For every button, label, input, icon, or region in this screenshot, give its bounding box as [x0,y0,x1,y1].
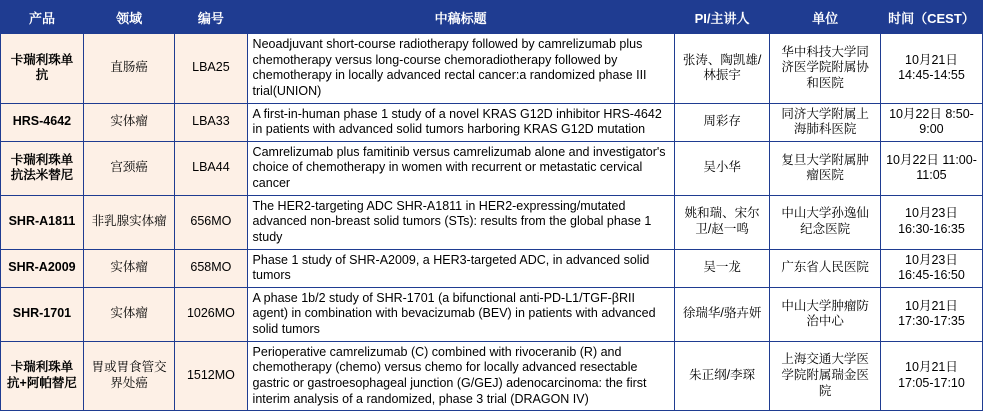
cell-pi: 徐瑞华/骆卉妍 [674,287,770,341]
column-header-org: 单位 [770,1,881,34]
table-row [1,195,983,249]
cell-product: SHR-A1811 [1,195,84,249]
cell-title: A phase 1b/2 study of SHR-1701 (a bifunctional anti-PD-L1/TGF-βRII agent) in combination with bevacizumab (BEV) in patients with advanced solid tumors [247,287,674,341]
cell-time: 10月21日 17:05-17:10 [880,341,982,411]
cell-org: 中山大学孙逸仙纪念医院 [770,195,881,249]
cell-code: 1026MO [175,287,247,341]
cell-field: 实体瘤 [83,249,174,287]
cell-title: The HER2-targeting ADC SHR-A1811 in HER2-expressing/mutated advanced non-breast solid tumors (STs): results from the global phase 1 study [247,195,674,249]
cell-pi: 姚和瑞、宋尔卫/赵一鸣 [674,195,770,249]
cell-code: 656MO [175,195,247,249]
cell-time: 10月23日 16:30-16:35 [880,195,982,249]
cell-time: 10月21日 14:45-14:55 [880,34,982,104]
cell-title: A first-in-human phase 1 study of a novel KRAS G12D inhibitor HRS-4642 in patients with advanced solid tumors harboring KRAS G12D mutation [247,103,674,141]
cell-org: 中山大学肿瘤防治中心 [770,287,881,341]
cell-code: LBA44 [175,141,247,195]
cell-pi: 周彩存 [674,103,770,141]
cell-org: 广东省人民医院 [770,249,881,287]
cell-pi: 朱正纲/李琛 [674,341,770,411]
cell-product: HRS-4642 [1,103,84,141]
cell-field: 非乳腺实体瘤 [83,195,174,249]
cell-time: 10月22日 8:50-9:00 [880,103,982,141]
table-row [1,341,983,411]
cell-code: LBA33 [175,103,247,141]
table-row [1,103,983,141]
column-header-field: 领域 [83,1,174,34]
cell-product: 卡瑞利珠单抗+阿帕替尼 [1,341,84,411]
table-header-row [1,1,983,34]
cell-field: 宫颈癌 [83,141,174,195]
cell-code: LBA25 [175,34,247,104]
cell-time: 10月23日 16:45-16:50 [880,249,982,287]
cell-org: 同济大学附属上海肺科医院 [770,103,881,141]
cell-time: 10月22日 11:00-11:05 [880,141,982,195]
cell-title: Perioperative camrelizumab (C) combined with rivoceranib (R) and chemotherapy (chemo) versus chemo for locally advanced resectable gastric or gastroesophageal junction (G/GEJ) adenocarcinoma: the first interim analysis of a randomized, phase 3 trial (DRAGON IV) [247,341,674,411]
column-header-pi: PI/主讲人 [674,1,770,34]
cell-org: 复旦大学附属肿瘤医院 [770,141,881,195]
cell-code: 658MO [175,249,247,287]
cell-field: 实体瘤 [83,103,174,141]
cell-org: 上海交通大学医学院附属瑞金医院 [770,341,881,411]
cell-title: Camrelizumab plus famitinib versus camrelizumab alone and investigator's choice of chemotherapy in women with recurrent or metastatic cervical cancer [247,141,674,195]
cell-time: 10月21日 17:30-17:35 [880,287,982,341]
cell-title: Phase 1 study of SHR-A2009, a HER3-targeted ADC, in advanced solid tumors [247,249,674,287]
cell-field: 实体瘤 [83,287,174,341]
cell-title: Neoadjuvant short-course radiotherapy followed by camrelizumab plus chemotherapy versus long-course chemoradiotherapy followed by chemotherapy in locally advanced rectal cancer:a randomized phase III trial(UNION) [247,34,674,104]
cell-code: 1512MO [175,341,247,411]
column-header-code: 编号 [175,1,247,34]
cell-product: 卡瑞利珠单抗法米替尼 [1,141,84,195]
column-header-product: 产品 [1,1,84,34]
table-row [1,34,983,104]
cell-product: SHR-1701 [1,287,84,341]
table-row [1,287,983,341]
cell-product: SHR-A2009 [1,249,84,287]
cell-org: 华中科技大学同济医学院附属协和医院 [770,34,881,104]
table-row [1,249,983,287]
column-header-time: 时间（CEST） [880,1,982,34]
cell-field: 直肠癌 [83,34,174,104]
table-row [1,141,983,195]
column-header-title: 中稿标题 [247,1,674,34]
cell-pi: 张涛、陶凯雄/林振宇 [674,34,770,104]
cell-field: 胃或胃食管交界处癌 [83,341,174,411]
cell-pi: 吴小华 [674,141,770,195]
cell-pi: 吴一龙 [674,249,770,287]
cell-product: 卡瑞利珠单抗 [1,34,84,104]
